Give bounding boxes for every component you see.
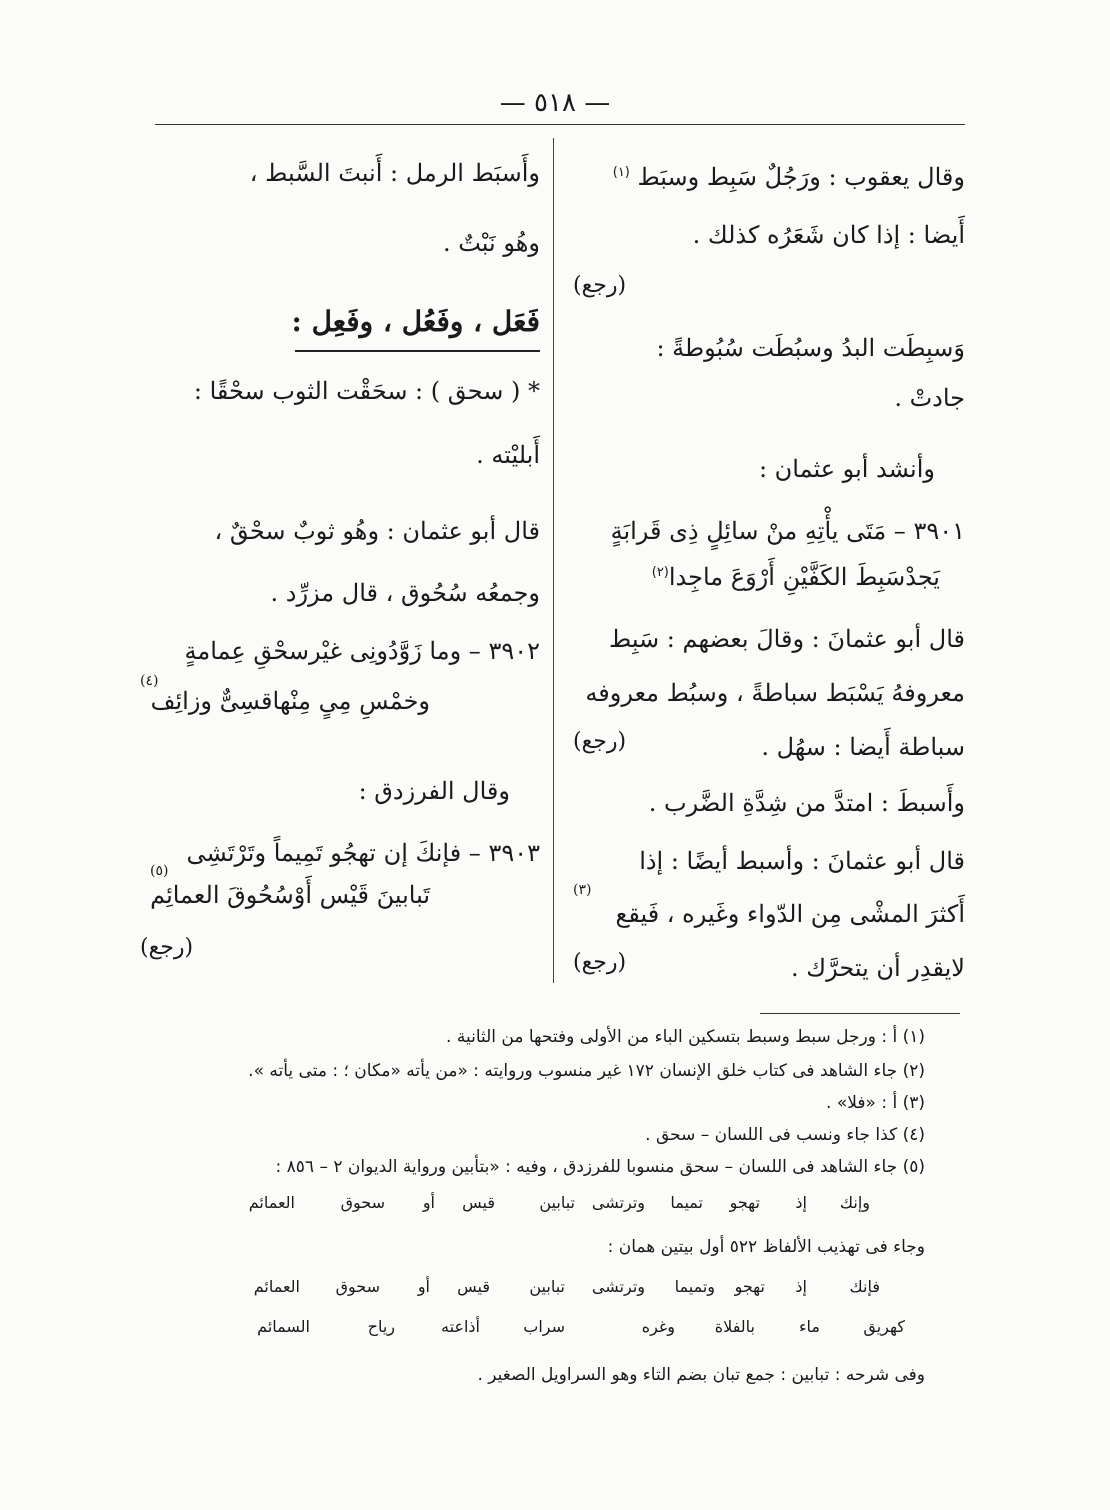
verse-word: تميما <box>670 1193 703 1212</box>
verse-word: أو <box>422 1193 435 1212</box>
text-line: وأَسبَط الرمل : أَنبتَ السَّبط ، <box>249 159 540 187</box>
verse-word: ماء <box>799 1317 820 1336</box>
text-line: وقال يعقوب : ورَجُلٌ سَبِط وسبَط <box>637 163 965 191</box>
text-line: قال أبو عثمان : وهُو ثوبٌ سحْقٌ ، <box>214 517 540 545</box>
text-line: لايقدِر أن يتحرَّك . <box>791 954 965 982</box>
footnote-marker: (١) <box>612 165 630 180</box>
text-line: وأنشد أبو عثمان : <box>758 455 935 483</box>
section-heading: فَعَل ، وفَعُل ، وفَعِل : <box>291 305 540 338</box>
verse-word: وتميما <box>674 1277 715 1296</box>
verse-word: وترتشى <box>591 1193 645 1212</box>
verse-line: وخمْسِ مِىٍ مِنْهاقسِىٌّ وزائِف <box>150 687 430 715</box>
reference-label: (رجع) <box>573 950 627 975</box>
verse-word: كهريق <box>863 1317 905 1336</box>
footnote-rule <box>760 1013 960 1014</box>
footnote-marker: (٤) <box>140 673 159 689</box>
text-line: أَيضا : إذا كان شَعَرُه كذلك . <box>692 221 965 249</box>
verse-word: إذ <box>795 1193 807 1212</box>
text-line: وهُو نَبْتٌ . <box>442 229 540 257</box>
verse-line: ٣٩٠١ – مَتَى يأْتِهِ منْ سائِلٍ ذِى قَرابَةٍ <box>610 517 965 545</box>
verse-word: وإنك <box>839 1193 870 1212</box>
verse-word: تبابين <box>539 1193 575 1212</box>
verse-word: وغره <box>641 1317 675 1336</box>
verse-word: قيس <box>457 1277 490 1296</box>
verse-word: وترتشى <box>591 1277 645 1296</box>
verse-word: العمائم <box>253 1277 300 1296</box>
footnote-verse-1 <box>225 1193 925 1219</box>
verse-word: إذ <box>795 1277 807 1296</box>
text-line: وقال الفرزدق : <box>358 777 510 805</box>
verse-word: العمائم <box>248 1193 295 1212</box>
verse-word: قيس <box>462 1193 495 1212</box>
verse-line: يَجدْسَبِطَ الكَفَّيْنِ أَرْوَعَ ماجِدا <box>668 563 940 591</box>
footnote-2: (٢) جاء الشاهد فى كتاب خلق الإنسان ١٧٢ غير منسوب وروايته : «من يأته «مكان ؛ : متى يأته ». <box>248 1061 925 1081</box>
verse-line: ٣٩٠٣ – فإنكَ إن تهجُو تَمِيماً وتَرْتَشِى <box>186 839 540 867</box>
footnote-5: (٥) جاء الشاهد فى اللسان – سحق منسوبا للفرزدق ، وفيه : «بتأبين ورواية الديوان ٢ – ٨٥٦ : <box>275 1157 925 1177</box>
verse-word: السمائم <box>257 1317 310 1336</box>
verse-word: أو <box>417 1277 430 1296</box>
footnote-verse-3 <box>225 1317 925 1343</box>
footnote-5-continued: وجاء فى تهذيب الألفاظ ٥٢٢ أول بيتين همان : <box>607 1237 925 1257</box>
text-line: أَبليْته . <box>476 441 540 469</box>
header-rule <box>155 124 965 125</box>
verse-word: تبابين <box>529 1277 565 1296</box>
reference-label: (رجع) <box>140 935 194 960</box>
verse-word: رياح <box>367 1317 395 1336</box>
footnote-5-gloss: وفى شرحه : تبابين : جمع تبان بضم التاء وهو السراويل الصغير . <box>477 1365 925 1385</box>
footnote-marker: (٥) <box>150 863 169 879</box>
footnote-marker: (٢) <box>651 565 669 580</box>
verse-word: بالفلاة <box>714 1317 755 1336</box>
verse-word: سراب <box>523 1317 565 1336</box>
text-line: معروفهُ يَسْبَط سباطةً ، وسبُط معروفه <box>585 679 965 707</box>
verse-line: ٣٩٠٢ – وما زَوَّدُونِى غيْرسحْقِ عِمامةٍ <box>184 637 540 665</box>
reference-label: (رجع) <box>573 273 627 298</box>
footnote-verse-2 <box>225 1277 925 1303</box>
text-line: وَسبِطَت البدُ وسبُطَت سُبُوطةً : <box>656 334 965 362</box>
text-line: وجمعُه سُحُوق ، قال مزرِّد . <box>270 579 540 607</box>
verse-word: سحوق <box>340 1193 385 1212</box>
verse-word: سحوق <box>335 1277 380 1296</box>
text-line: قال أبو عثمانَ : وأسبط أيضًا : إذا <box>639 847 965 875</box>
text-line: أَكثرَ المشْى مِن الدّواء وغَيره ، فَيقع <box>615 900 965 928</box>
verse-word: أذاعته <box>441 1317 480 1336</box>
reference-label: (رجع) <box>573 729 627 754</box>
page-number: — ٥١٨ — <box>499 88 611 118</box>
verse-word: تهجو <box>729 1193 760 1212</box>
text-line: سباطة أَيضا : سهُل . <box>761 733 965 761</box>
footnote-3: (٣) أ : «فلا» . <box>826 1093 925 1113</box>
footnote-marker: (٣) <box>573 882 592 898</box>
text-line: قال أبو عثمانَ : وقالَ بعضهم : سَبِط <box>609 625 965 653</box>
column-divider <box>553 138 554 983</box>
footnote-4: (٤) كذا جاء ونسب فى اللسان – سحق . <box>645 1125 925 1145</box>
verse-word: فإنك <box>849 1277 880 1296</box>
text-line: وأَسبطَ : امتدَّ من شِدَّةِ الضَّرب . <box>648 789 965 817</box>
text-line: * ( سحق ) : سحَقْت الثوب سحْقًا : <box>193 377 540 405</box>
verse-line: تَبابينَ قَيْس أَوْسُحُوقَ العمائِم <box>150 881 430 909</box>
text-line: جادتْ . <box>894 384 965 412</box>
verse-word: تهجو <box>734 1277 765 1296</box>
heading-underline <box>295 350 540 352</box>
footnote-1: (١) أ : ورجل سبط وسبط بتسكين الباء من الأولى وفتحها من الثانية . <box>446 1027 925 1047</box>
